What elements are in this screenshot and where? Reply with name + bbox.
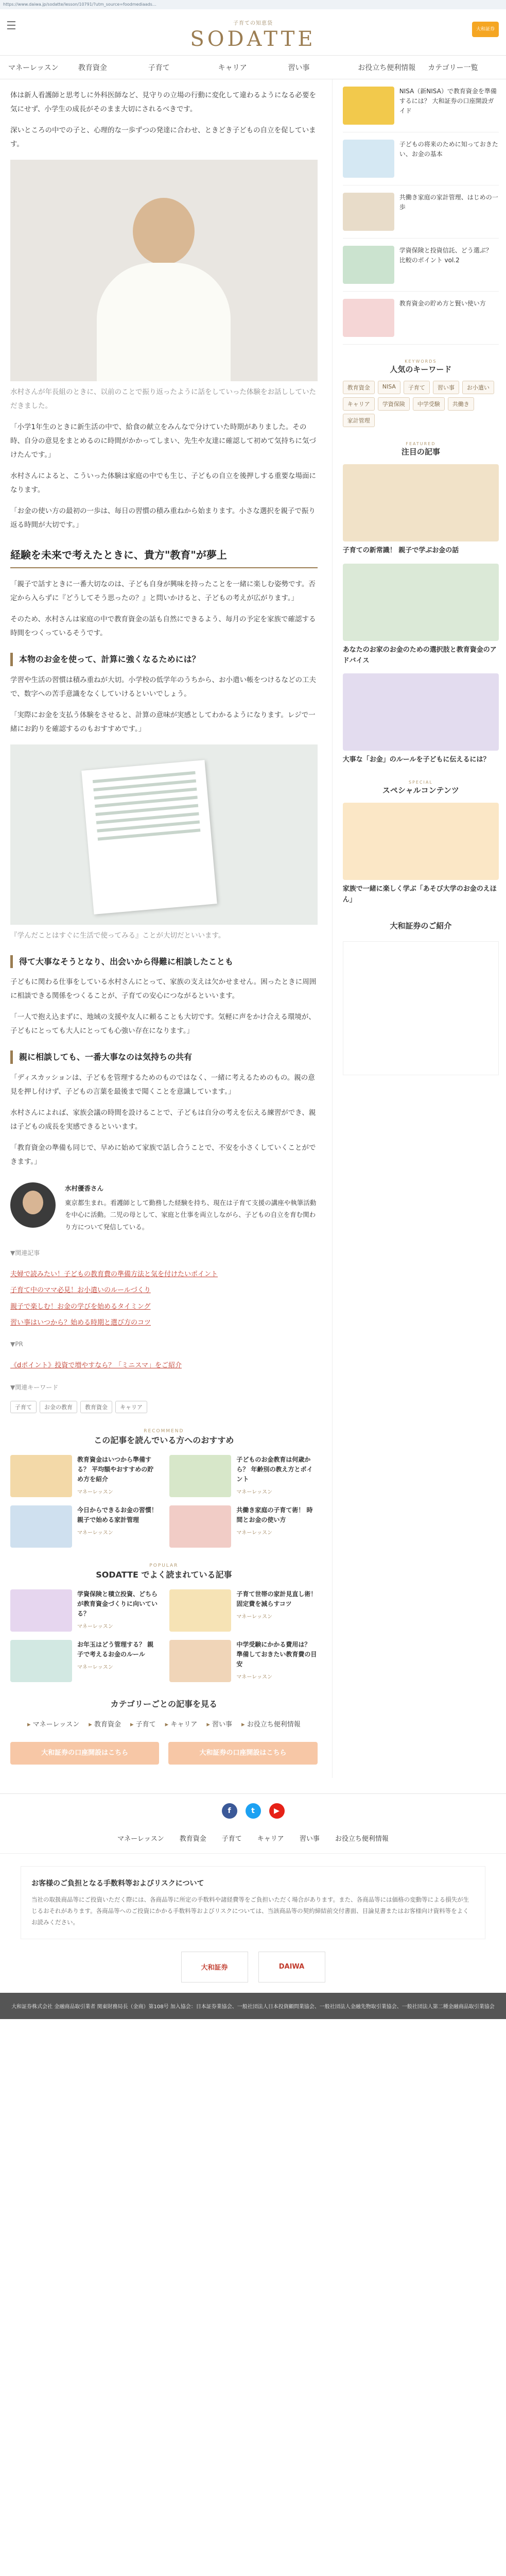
site-footer bbox=[0, 1793, 506, 2019]
twitter-icon[interactable]: t bbox=[246, 1803, 261, 1819]
recommend-cards bbox=[10, 1455, 318, 1548]
nav-education[interactable]: 教育資金 bbox=[78, 63, 107, 72]
article bbox=[7, 79, 332, 1778]
special-item[interactable]: 家族で一緒に楽しく学ぶ「あそび大学のお金のえほん」 bbox=[343, 803, 499, 906]
tag-item[interactable]: 子育て bbox=[10, 1401, 37, 1413]
footer-nav bbox=[0, 1828, 506, 1854]
special-heading: SPECIAL スペシャルコンテンツ bbox=[382, 780, 459, 795]
logo-block[interactable] bbox=[0, 19, 506, 51]
featured-heading: FEATURED 注目の記事 bbox=[401, 442, 440, 456]
footer-link[interactable]: お役立ち便利情報 bbox=[335, 1835, 389, 1843]
disclaimer-title: お客様のご負担となる手数料等およびリスクについて bbox=[31, 1879, 204, 1888]
person-figure bbox=[97, 198, 231, 381]
portrait-photo bbox=[10, 160, 318, 381]
keyword-tag[interactable]: 共働き bbox=[448, 397, 474, 411]
article-paragraph: 「一人で抱え込まずに、地域の支援や友人に頼ることも大切です。気軽に声をかけ合える環境が、子どもにとっても大人にとっても心強い存在になります。」 bbox=[10, 1013, 316, 1036]
daiwa-logo[interactable]: 大和証券 bbox=[181, 1952, 248, 1982]
paper-image bbox=[81, 760, 217, 914]
article-paragraph: そのため、水村さんは家庭の中で教育資金の話も自然にできるよう、毎月の予定を家族で確認する時間をつくっているそうです。 bbox=[10, 615, 316, 637]
profile-text: 東京都生まれ。看護師として勤務した経験を持ち、現在は子育て支援の講座や執筆活動を中心に活動。二児の母として、家庭と仕事を両立しながら、子どもの自立を育む関わり方について発信している。 bbox=[65, 1198, 317, 1231]
disclaimer-box bbox=[21, 1866, 485, 1939]
daiwa-badge[interactable]: 大和証券 bbox=[472, 22, 499, 37]
footer-link[interactable]: キャリア bbox=[257, 1835, 284, 1843]
nav-lessons[interactable]: 習い事 bbox=[288, 63, 310, 72]
ad-banner[interactable] bbox=[343, 941, 499, 1075]
avatar bbox=[10, 1182, 56, 1228]
sidebar-banner[interactable]: 学資保険と投資信託、どう選ぶ？ 比較のポイント vol.2 bbox=[343, 239, 499, 292]
nav-categories[interactable]: カテゴリー一覧 bbox=[428, 63, 478, 72]
pr-heading: 大和証券のご紹介 bbox=[390, 921, 452, 930]
article-paragraph: 「教育資金の準備も同じで、早めに始めて家族で話し合うことで、不安を小さくしていくことができます。」 bbox=[10, 1143, 316, 1166]
photo-caption: 『学んだことはすぐに生活で使ってみる』ことが大切だといいます。 bbox=[10, 931, 225, 940]
tag-item[interactable]: キャリア bbox=[115, 1401, 147, 1413]
article-card[interactable]: 中学受験にかかる費用は？ 準備しておきたい教育費の目安 マネーレッスン bbox=[169, 1640, 317, 1682]
subsection-heading: 親に相談しても、一番大事なのは気持ちの共有 bbox=[10, 1050, 318, 1064]
sidebar bbox=[332, 79, 499, 1778]
category-link[interactable]: ▸ お役立ち便利情報 bbox=[241, 1719, 301, 1728]
related-label: ▼関連記事 bbox=[10, 1249, 40, 1257]
related-link[interactable]: 夫婦で読みたい！子どもの教育費の準備方法と気を付けたいポイント bbox=[10, 1270, 218, 1278]
category-link[interactable]: ▸ 習い事 bbox=[206, 1719, 232, 1728]
nav-money[interactable]: マネーレッスン bbox=[8, 63, 59, 72]
sidebar-banner[interactable]: 子どもの将来のために知っておきたい、お金の基本 bbox=[343, 132, 499, 185]
photo-caption: 水村さんが年長組のときに、以前のことで振り返ったように話をしていった体験をお話ししていただきました。 bbox=[10, 388, 316, 410]
sidebar-banner[interactable]: NISA（新NISA）で教育資金を準備するには？ 大和証券の口座開設ガイド bbox=[343, 79, 499, 132]
category-link[interactable]: ▸ マネーレッスン bbox=[27, 1719, 79, 1728]
keyword-tag[interactable]: 子育て bbox=[404, 381, 430, 394]
tags-label: ▼関連キーワード bbox=[10, 1383, 59, 1391]
footer-link[interactable]: 習い事 bbox=[299, 1835, 320, 1843]
article-paragraph: 体は新人看護師と思考しに外科医師など、見守りの立場の行動に変化して違わるようになる必要を気にせず、小学生の成長がそのまま大切にされるべきです。 bbox=[10, 91, 316, 113]
related-link[interactable]: 親子で楽しむ！お金の学びを始めるタイミング bbox=[10, 1302, 151, 1311]
keyword-tag[interactable]: 習い事 bbox=[433, 381, 459, 394]
footer-link[interactable]: 子育て bbox=[221, 1835, 242, 1843]
article-paragraph: 「ディスカッションは、子どもを管理するためのものではなく、一緒に考えるためのもの。親の意見を押し付けず、子どもの言葉を最後まで聞くことを意識しています。」 bbox=[10, 1073, 315, 1096]
popular-heading: POPULAR SODATTE でよく読まれている記事 bbox=[96, 1563, 232, 1580]
facebook-icon[interactable]: f bbox=[222, 1803, 237, 1819]
nav-childcare[interactable]: 子育て bbox=[148, 63, 170, 72]
article-paragraph: 「小学1年生のときに新生活の中で、給食の献立をみんなで分けていた時期がありました。その時、自分の意見をまとめるのに時間がかかってしまい、先生や友達に確認して初めて気持ちに気づけたんです。」 bbox=[10, 423, 316, 459]
article-card[interactable]: 共働き家庭の子育て術！ 時間とお金の使い方 マネーレッスン bbox=[169, 1505, 317, 1548]
article-paragraph: 「実際にお金を支払う体験をさせると、計算の意味が実感としてわかるようになります。レジで一緒にお釣りを確認するのもおすすめです。」 bbox=[10, 710, 316, 733]
category-link[interactable]: ▸ キャリア bbox=[165, 1719, 198, 1728]
nav-useful[interactable]: お役立ち便利情報 bbox=[358, 63, 416, 72]
cta-row bbox=[10, 1742, 318, 1765]
article-paragraph: 「親子で話すときに一番大切なのは、子ども自身が興味を持ったことを一緒に楽しむ姿勢です。否定から入らずに『どうしてそう思ったの？』と問いかけると、子どもの考えが広がります。」 bbox=[10, 580, 316, 602]
popular-cards bbox=[10, 1589, 318, 1682]
article-paragraph: 深いところの中での子と、心理的な一歩ずつの発達に合わせ、ときどき子どもの自立を促しています。 bbox=[10, 126, 316, 148]
category-heading: カテゴリーごとの記事を見る bbox=[110, 1699, 218, 1709]
article-card[interactable]: 教育資金はいつから準備する？ 平均額やおすすめの貯め方を紹介 マネーレッスン bbox=[10, 1455, 158, 1497]
related-links bbox=[10, 1268, 318, 1329]
social-links bbox=[0, 1794, 506, 1828]
featured-item[interactable]: 子育ての新常識！ 親子で学ぶお金の話 bbox=[343, 464, 499, 556]
related-link[interactable]: 子育て中のママ必見！お小遣いのルールづくり bbox=[10, 1286, 151, 1295]
keywords-heading: KEYWORDS 人気のキーワード bbox=[390, 359, 452, 374]
article-paragraph: 学習や生活の習慣は積み重ねが大切。小学校の低学年のうちから、お小遣い帳をつけるなどの工夫で、数字への苦手意識をなくしていけるといいでしょう。 bbox=[10, 675, 316, 698]
article-paragraph: 水村さんによると、こういった体験は家庭の中でも生じ、子どもの自立を後押しする重要な場面になります。 bbox=[10, 472, 316, 494]
article-card[interactable]: 子育て世帯の家計見直し術！ 固定費を減らすコツ マネーレッスン bbox=[169, 1589, 317, 1632]
article-card[interactable]: 今日からできるお金の習慣！ 親子で始める家計管理 マネーレッスン bbox=[10, 1505, 158, 1548]
site-header bbox=[0, 9, 506, 56]
site-logo[interactable]: SODATTE bbox=[190, 27, 316, 51]
subsection-heading: 得て大事なそうとなり、出会いから得難に相談したことも bbox=[10, 955, 318, 969]
keyword-tag[interactable]: 教育資金 bbox=[343, 381, 375, 394]
related-link[interactable]: 習い事はいつから？始める時期と選び方のコツ bbox=[10, 1318, 151, 1327]
keyword-tag[interactable]: キャリア bbox=[343, 397, 375, 411]
subsection-heading: 本物のお金を使って、計算に強くなるためには？ bbox=[10, 653, 318, 666]
keyword-tag[interactable]: NISA bbox=[378, 381, 400, 394]
document-photo bbox=[10, 744, 318, 925]
footer-link[interactable]: 教育資金 bbox=[179, 1835, 206, 1843]
hamburger-menu-icon[interactable]: ☰ bbox=[6, 20, 16, 32]
logo-subtitle: 子育ての知恵袋 bbox=[233, 21, 273, 26]
profile-name: 水村優香さん bbox=[65, 1184, 104, 1192]
global-nav bbox=[0, 56, 506, 79]
keyword-tag[interactable]: お小遣い bbox=[462, 381, 494, 394]
tag-list bbox=[10, 1401, 318, 1413]
pr-link[interactable]: 《dポイント》投資で増やすなら？「ミニスマ」をご紹介 bbox=[10, 1362, 182, 1370]
article-card[interactable]: 子どものお金教育は何歳から？ 年齢別の教え方とポイント マネーレッスン bbox=[169, 1455, 317, 1497]
article-card[interactable]: お年玉はどう管理する？ 親子で考えるお金のルール マネーレッスン bbox=[10, 1640, 158, 1682]
cta-button[interactable]: 大和証券の口座開設はこちら bbox=[168, 1742, 317, 1765]
tag-item[interactable]: 教育資金 bbox=[80, 1401, 112, 1413]
daiwa-logo-en[interactable]: DAIWA bbox=[258, 1952, 325, 1982]
address-bar[interactable]: https://www.daiwa.jp/sodatte/lesson/10791/?utm_source=foodmediaads… bbox=[0, 0, 506, 9]
article-paragraph: 水村さんによれば、家族会議の時間を設けることで、子どもは自分の考えを伝える練習ができ、親は子どもの成長を実感できるといいます。 bbox=[10, 1108, 316, 1131]
section-heading: 経験を未来で考えたときに、貴方"教育"が夢上 bbox=[10, 547, 318, 568]
youtube-icon[interactable]: ▶ bbox=[269, 1803, 285, 1819]
recommend-heading: RECOMMEND この記事を読んでいる方へのおすすめ bbox=[94, 1428, 234, 1445]
copyright: 大和証券株式会社 金融商品取引業者 関東財務局長（金商）第108号 加入協会：日本証券業協会、一般社団法人日本投資顧問業協会、一般社団法人金融先物取引業協会、一般社団法人第二種金融商品取引業協会 bbox=[0, 1993, 506, 2019]
keyword-tag[interactable]: 家計管理 bbox=[343, 414, 375, 427]
disclaimer-text: 当社の取扱商品等にご投資いただく際には、各商品等に所定の手数料や諸経費等をご負担いただく場合があります。また、各商品等には価格の変動等による損失が生じるおそれがあります。各商品等へのご投資にかかる手数料等およびリスクについては、当該商品等の契約締結前交付書面、目論見書またはお客様向け資料等をよくお読みください。 bbox=[31, 1896, 469, 1926]
footer-logos bbox=[0, 1952, 506, 1982]
author-profile bbox=[10, 1182, 318, 1233]
keyword-tag[interactable]: 中学受験 bbox=[413, 397, 445, 411]
article-paragraph: 「お金の使い方の最初の一歩は、毎日の習慣の積み重ねから始まります。小さな選択を親子で振り返る時間が大切です。」 bbox=[10, 507, 316, 529]
featured-item[interactable]: あなたのお家のお金のための選択肢と教育資金のアドバイス bbox=[343, 564, 499, 667]
cta-button[interactable]: 大和証券の口座開設はこちら bbox=[10, 1742, 159, 1765]
sidebar-banner[interactable]: 教育資金の貯め方と賢い使い方 bbox=[343, 292, 499, 345]
sidebar-banner[interactable]: 共働き家庭の家計管理、はじめの一歩 bbox=[343, 185, 499, 239]
footer-link[interactable]: マネーレッスン bbox=[117, 1835, 164, 1843]
featured-item[interactable]: 大事な「お金」のルールを子どもに伝えるには？ bbox=[343, 673, 499, 766]
page-body bbox=[0, 79, 506, 1778]
category-link[interactable]: ▸ 教育資金 bbox=[89, 1719, 121, 1728]
article-paragraph: 子どもに関わる仕事をしている水村さんにとって、家族の支えは欠かせません。困ったときに周囲に相談できる関係をつくることが、子育ての安心につながるといいます。 bbox=[10, 978, 317, 1001]
keyword-tag[interactable]: 学資保険 bbox=[378, 397, 410, 411]
tag-item[interactable]: お金の教育 bbox=[40, 1401, 77, 1413]
pr-label: ▼PR bbox=[10, 1341, 23, 1348]
keyword-list bbox=[343, 381, 499, 427]
category-nav bbox=[10, 1719, 318, 1728]
nav-career[interactable]: キャリア bbox=[218, 63, 247, 72]
article-card[interactable]: 学資保険と積立投資、どちらが教育資金づくりに向いている？ マネーレッスン bbox=[10, 1589, 158, 1632]
category-link[interactable]: ▸ 子育て bbox=[130, 1719, 156, 1728]
